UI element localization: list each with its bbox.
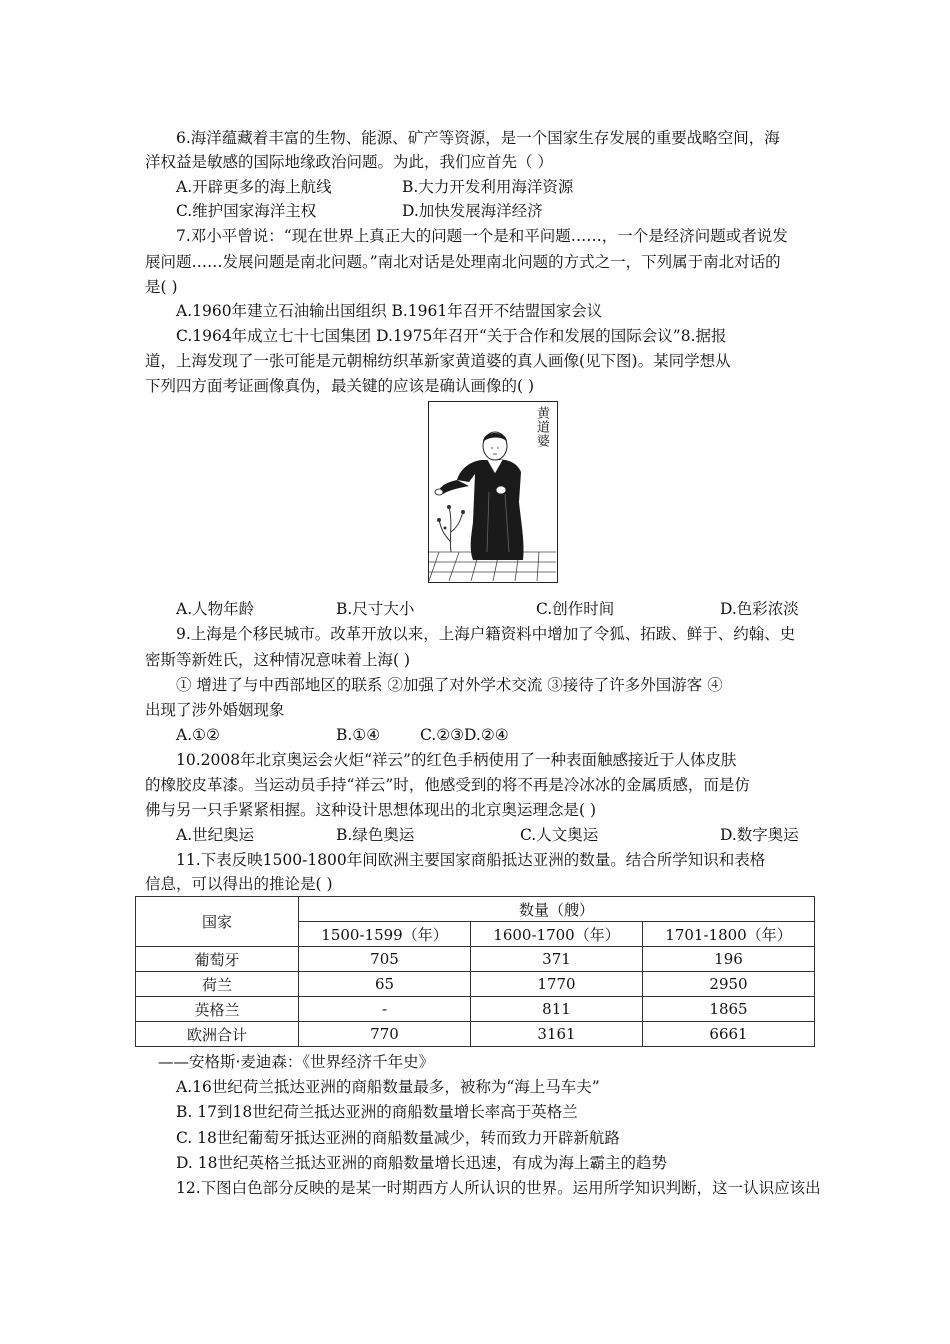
table-row [136, 972, 815, 997]
q6-line-1: 6.海洋蕴藏着丰富的生物、能源、矿产等资源，是一个国家生存发展的重要战略空间，海 [176, 129, 780, 147]
q8-option-a[interactable]: A.人物年龄 [176, 600, 255, 618]
value-cell: 6661 [643, 1022, 815, 1047]
country-cell: 葡萄牙 [136, 947, 299, 972]
table-row [136, 947, 815, 972]
q10-line-2: 的橡胶皮革漆。当运动员手持“祥云”时，他感受到的将不再是冷冰冰的金属质感，而是仿 [145, 776, 750, 794]
q7-option-ab[interactable]: A.1960年建立石油输出国组织 B.1961年召开不结盟国家会议 [176, 302, 603, 320]
portrait-caption: 黄道婆 [534, 406, 549, 448]
q11-option-a[interactable]: A.16世纪荷兰抵达亚洲的商船数量最多，被称为“海上马车夫” [176, 1078, 600, 1096]
q8-option-d[interactable]: D.色彩浓淡 [720, 600, 799, 618]
q11-option-d[interactable]: D. 18世纪英格兰抵达亚洲的商船数量增长迅速，有成为海上霸主的趋势 [176, 1154, 667, 1172]
period-header: 1701-1800（年） [643, 922, 815, 947]
q10-line-3: 佛与另一只手紧紧相握。这种设计思想体现出的北京奥运理念是( ) [145, 801, 597, 819]
q9-option-a[interactable]: A.①② [176, 726, 220, 744]
country-cell: 荷兰 [136, 972, 299, 997]
q9-option-b[interactable]: B.①④ [336, 726, 381, 744]
period-header: 1500-1599（年） [299, 922, 471, 947]
value-cell: 65 [299, 972, 471, 997]
q8-line-2: 下列四方面考证画像真伪，最关键的应该是确认画像的( ) [145, 377, 535, 395]
q10-option-c[interactable]: C.人文奥运 [520, 826, 599, 844]
q7-line-3: 是( ) [145, 278, 178, 296]
value-cell: - [299, 997, 471, 1022]
q8-option-c[interactable]: C.创作时间 [536, 600, 615, 618]
q8-line-1: 道，上海发现了一张可能是元朝棉纺织革新家黄道婆的真人画像(见下图)。某同学想从 [145, 352, 731, 370]
table-header-row [136, 897, 815, 922]
q10-line-1: 10.2008年北京奥运会火炬“祥云”的红色手柄使用了一种表面触感接近于人体皮肤 [176, 751, 737, 769]
q6-option-b[interactable]: B.大力开发利用海洋资源 [402, 178, 574, 196]
q11-line-1: 11.下表反映1500-1800年间欧洲主要国家商船抵达亚洲的数量。结合所学知识和表格 [176, 851, 766, 869]
q6-line-2: 洋权益是敏感的国际地缘政治问题。为此，我们应首先（ ） [145, 153, 553, 171]
q9-line-4: 出现了涉外婚姻现象 [145, 701, 285, 719]
table-source: ——安格斯·麦迪森：《世界经济千年史》 [158, 1053, 435, 1071]
q11-option-c[interactable]: C. 18世纪葡萄牙抵达亚洲的商船数量减少，转而致力开辟新航路 [176, 1129, 620, 1147]
q6-option-d[interactable]: D.加快发展海洋经济 [402, 202, 543, 220]
q10-option-d[interactable]: D.数字奥运 [720, 826, 799, 844]
q8-option-b[interactable]: B.尺寸大小 [336, 600, 415, 618]
value-cell: 770 [299, 1022, 471, 1047]
q10-option-a[interactable]: A.世纪奥运 [176, 826, 255, 844]
country-cell: 英格兰 [136, 997, 299, 1022]
quantity-header: 数量（艘） [299, 897, 815, 922]
q12-line-1: 12.下图白色部分反映的是某一时期西方人所认识的世界。运用所学知识判断，这一认识应该出 [176, 1179, 821, 1197]
q6-option-c[interactable]: C.维护国家海洋主权 [176, 202, 317, 220]
q9-option-cd[interactable]: C.②③D.②④ [420, 726, 509, 744]
value-cell: 196 [643, 947, 815, 972]
q10-option-b[interactable]: B.绿色奥运 [336, 826, 415, 844]
period-header: 1600-1700（年） [471, 922, 643, 947]
merchant-ships-table [135, 896, 815, 1047]
table-row [136, 1022, 815, 1047]
value-cell: 705 [299, 947, 471, 972]
value-cell: 3161 [471, 1022, 643, 1047]
q11-option-b[interactable]: B. 17到18世纪荷兰抵达亚洲的商船数量增长率高于英格兰 [176, 1103, 578, 1121]
value-cell: 1770 [471, 972, 643, 997]
value-cell: 2950 [643, 972, 815, 997]
value-cell: 1865 [643, 997, 815, 1022]
q6-option-a[interactable]: A.开辟更多的海上航线 [176, 178, 332, 196]
country-cell: 欧洲合计 [136, 1022, 299, 1047]
q7-line-1: 7.邓小平曾说：“现在世界上真正大的问题一个是和平问题……，一个是经济问题或者说发 [176, 227, 788, 245]
q11-line-2: 信息，可以得出的推论是( ) [145, 875, 333, 893]
q9-line-2: 密斯等新姓氏，这种情况意味着上海( ) [145, 651, 411, 669]
q7-line-2: 展问题……发展问题是南北问题。”南北对话是处理南北问题的方式之一，下列属于南北对话的 [145, 253, 781, 271]
q9-line-1: 9.上海是个移民城市。改革开放以来，上海户籍资料中增加了令狐、拓跋、鲜于、约翰、史 [176, 625, 796, 643]
value-cell: 371 [471, 947, 643, 972]
value-cell: 811 [471, 997, 643, 1022]
q9-line-3: ① 增进了与中西部地区的联系 ②加强了对外学术交流 ③接待了许多外国游客 ④ [176, 676, 723, 694]
country-header: 国家 [136, 897, 299, 947]
table-row [136, 997, 815, 1022]
q7-option-cd[interactable]: C.1964年成立七十七国集团 D.1975年召开“关于合作和发展的国际会议”8.据报 [176, 327, 727, 345]
huang-daopo-portrait [428, 401, 558, 583]
